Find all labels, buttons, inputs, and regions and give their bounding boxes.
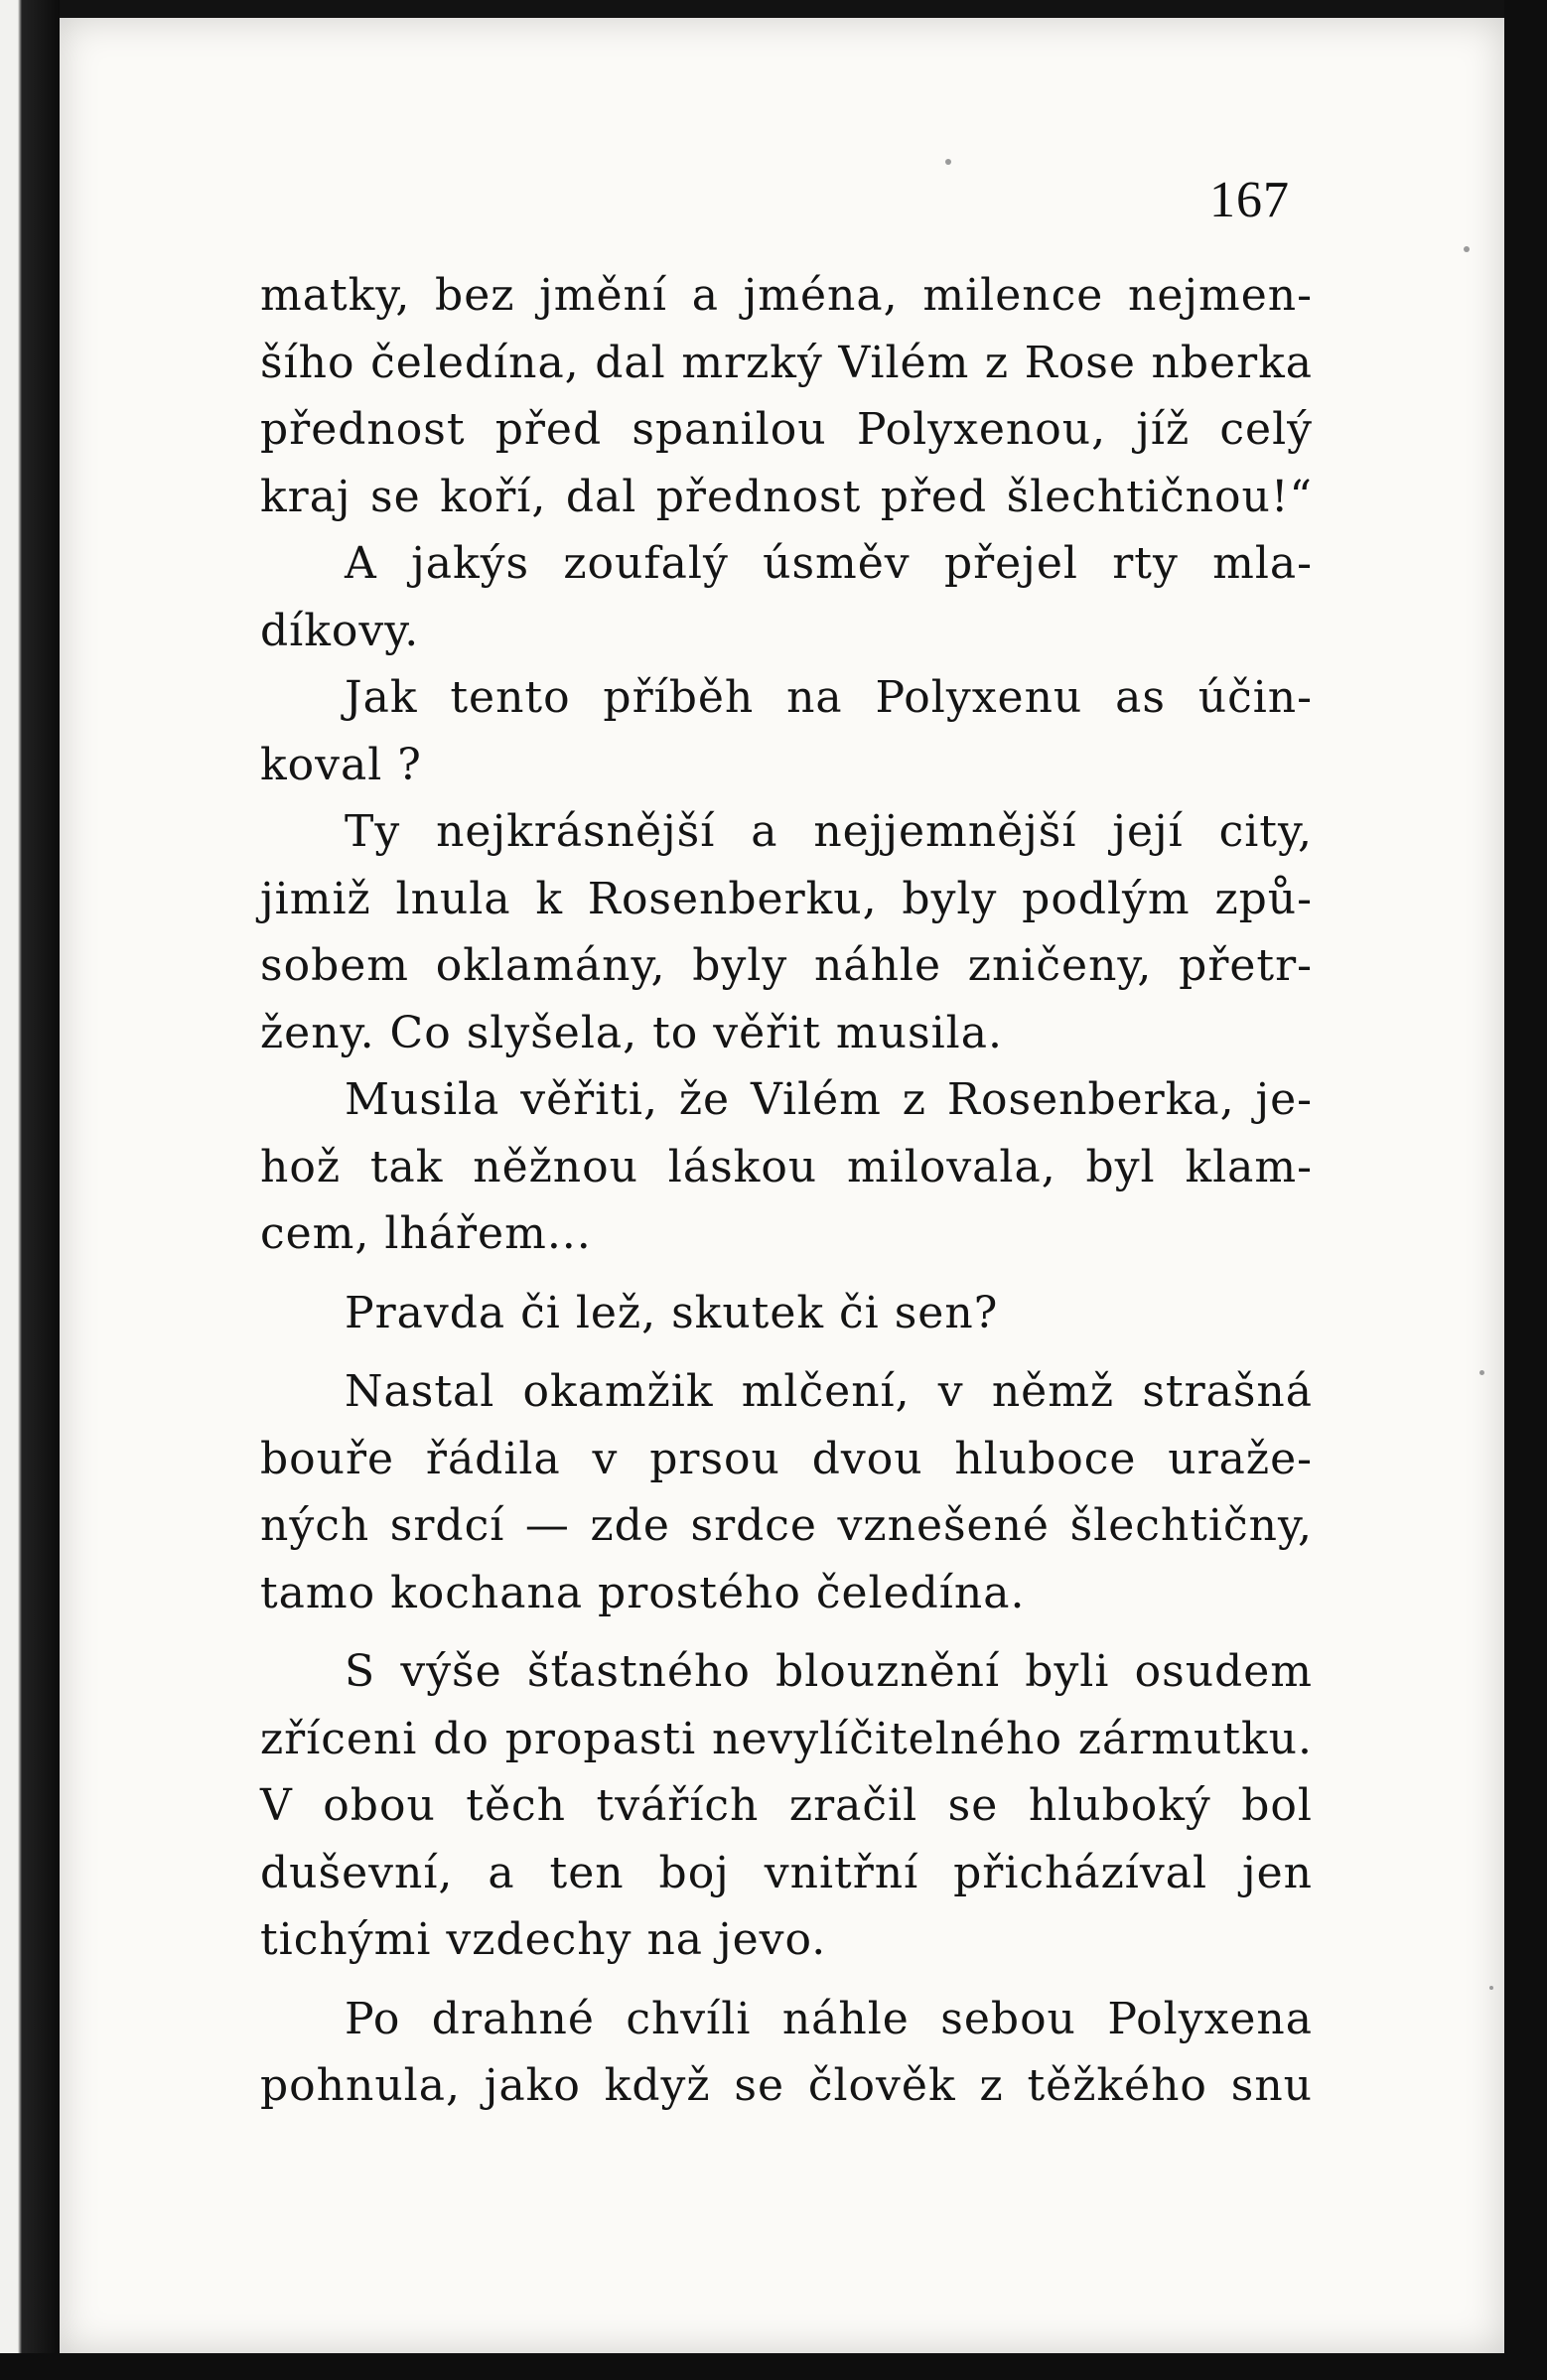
paragraph-gap <box>260 1346 1313 1358</box>
paragraph-gap <box>260 1974 1313 1986</box>
text-line: kraj se koří, dal přednost před šlechtičnou!“ <box>260 471 1313 522</box>
text-line: Jak tento příběh na Polyxenu as účin- <box>345 672 1313 723</box>
text-line: S výše šťastného blouznění byli osudem <box>345 1646 1313 1697</box>
text-line: koval ? <box>260 739 422 790</box>
text-line: přednost před spanilou Polyxenou, jíž celý <box>260 404 1313 455</box>
text-line: šího čeledína, dal mrzký Vilém z Rose nberka <box>260 337 1313 388</box>
text-line: tichými vzdechy na jevo. <box>260 1914 827 1965</box>
text-line: bouře řádila v prsou dvou hluboce uraže- <box>260 1433 1313 1484</box>
text-line: Pravda či lež, skutek či sen? <box>345 1287 999 1338</box>
text-line: jimiž lnula k Rosenberku, byly podlým způ- <box>260 873 1313 924</box>
text-line: matky, bez jmění a jména, milence nejmen- <box>260 270 1313 321</box>
text-line: ženy. Co slyšela, to věřit musila. <box>260 1007 1003 1058</box>
paragraph-gap <box>260 1268 1313 1280</box>
text-line: A jakýs zoufalý úsměv přejel rty mla- <box>345 538 1313 589</box>
paper-speck <box>1464 246 1470 252</box>
text-line: cem, lhářem... <box>260 1208 592 1259</box>
text-line: Nastal okamžik mlčení, v němž strašná <box>345 1366 1313 1417</box>
right-scan-edge <box>1504 0 1547 2380</box>
text-line: hož tak něžnou láskou milovala, byl klam- <box>260 1141 1313 1192</box>
bottom-scan-edge <box>0 2353 1547 2380</box>
paper-speck <box>945 159 951 165</box>
body-text <box>260 262 1313 2120</box>
text-line: ných srdcí — zde srdce vznešené šlechtičny, <box>260 1500 1313 1551</box>
text-line: duševní, a ten boj vnitřní přicházíval jen <box>260 1847 1313 1898</box>
text-line: tamo kochana prostého čeledína. <box>260 1567 1026 1618</box>
paragraph-gap <box>260 1626 1313 1638</box>
paper-speck <box>1489 1986 1493 1990</box>
page-number: 167 <box>1209 172 1290 228</box>
paper-speck <box>1479 1370 1484 1375</box>
text-line: Ty nejkrásnější a nejjemnější její city, <box>345 806 1313 857</box>
text-line: sobem oklamány, byly náhle zničeny, přetr- <box>260 940 1313 991</box>
text-line: Po drahné chvíli náhle sebou Polyxena <box>345 1993 1313 2044</box>
text-line: V obou těch tvářích zračil se hluboký bol <box>260 1780 1313 1831</box>
text-line: zříceni do propasti nevylíčitelného zármutku. <box>260 1713 1313 1764</box>
left-scan-edge <box>0 0 60 2380</box>
text-line: díkovy. <box>260 605 420 656</box>
text-line: Musila věřiti, že Vilém z Rosenberka, je- <box>345 1074 1313 1125</box>
text-line: pohnula, jako když se člověk z těžkého snu <box>260 2060 1313 2111</box>
